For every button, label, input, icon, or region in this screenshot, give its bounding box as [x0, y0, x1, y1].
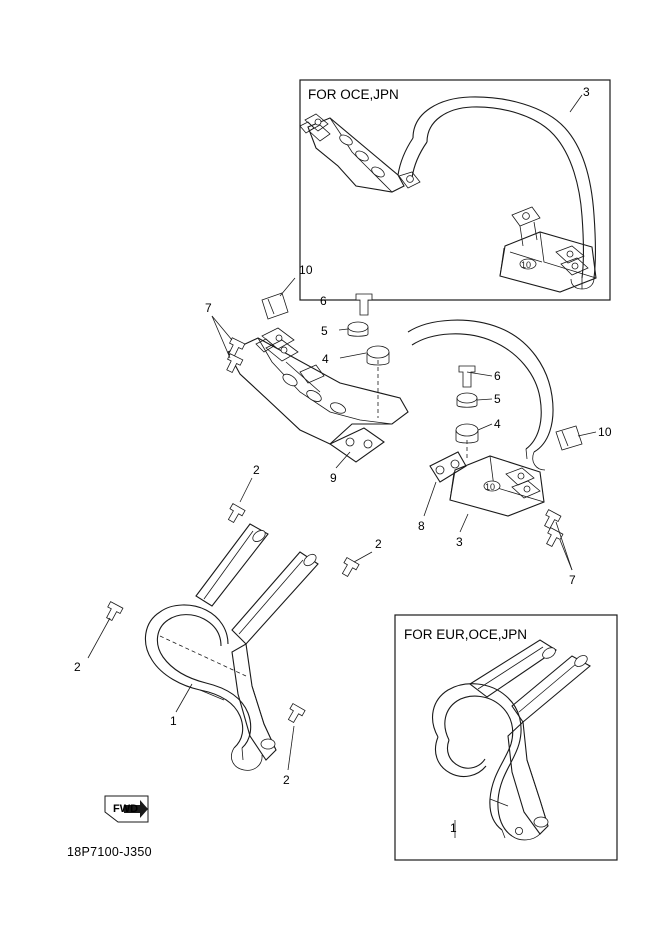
callout-6-left: 6 [320, 294, 327, 308]
inset-title-oce-jpn: FOR OCE,JPN [308, 87, 399, 102]
leader-9 [336, 452, 350, 468]
leader-1-main [176, 684, 192, 712]
callout-9: 9 [330, 471, 337, 485]
leader-2-mid [354, 552, 372, 562]
main-lower-guard [103, 504, 359, 771]
fwd-label: FWD [113, 803, 139, 815]
svg-text:10: 10 [484, 482, 496, 492]
leader-10-left [280, 278, 295, 296]
callout-8: 8 [418, 519, 425, 533]
svg-text:10: 10 [520, 260, 532, 270]
inset-oce-jpn-guard [300, 97, 596, 292]
bolt-left-a [225, 338, 245, 359]
callout-5-left: 5 [321, 324, 328, 338]
leader-4-left [340, 353, 366, 358]
callout-2-mid: 2 [375, 537, 382, 551]
callout-4-left: 4 [322, 352, 329, 366]
callout-3-mid: 3 [456, 535, 463, 549]
main-left-bracket [223, 293, 408, 462]
callout-5-right: 5 [494, 392, 501, 406]
main-right-guard [408, 320, 582, 548]
callout-2-upper: 2 [253, 463, 260, 477]
leader-7-left-a [212, 316, 232, 340]
callout-7-right: 7 [569, 573, 576, 587]
leader-top-3 [570, 95, 582, 112]
leader-2-upper [240, 478, 252, 502]
bolt-left-b [223, 354, 243, 375]
leader-2-left [88, 618, 110, 658]
leader-5-right [477, 399, 492, 400]
leader-7-right-b [560, 540, 572, 570]
callout-2-left: 2 [74, 660, 81, 674]
callout-3-top: 3 [583, 85, 590, 99]
callout-10-left: 10 [299, 263, 313, 277]
callout-1-main: 1 [170, 714, 177, 728]
callout-7-left: 7 [205, 301, 212, 315]
leader-10-right [578, 432, 596, 436]
callout-10-right: 10 [598, 425, 612, 439]
leader-5-left [339, 329, 348, 330]
callout-4-right: 4 [494, 417, 501, 431]
leader-8 [424, 482, 436, 516]
inset-box-eur-oce-jpn-frame [395, 615, 617, 860]
inset-title-eur-oce-jpn: FOR EUR,OCE,JPN [404, 627, 528, 642]
leader-7-right-a [556, 522, 572, 570]
leader-4-right [478, 424, 492, 430]
callout-6-right: 6 [494, 369, 501, 383]
callout-1-inset: 1 [450, 821, 457, 835]
leader-7-left-b [212, 316, 230, 358]
leader-3-mid [460, 514, 468, 532]
leader-2-bottom [288, 726, 294, 770]
callout-2-bottom: 2 [283, 773, 290, 787]
inset-eur-guard [433, 640, 590, 840]
part-number-label: 18P7100-J350 [67, 845, 152, 859]
